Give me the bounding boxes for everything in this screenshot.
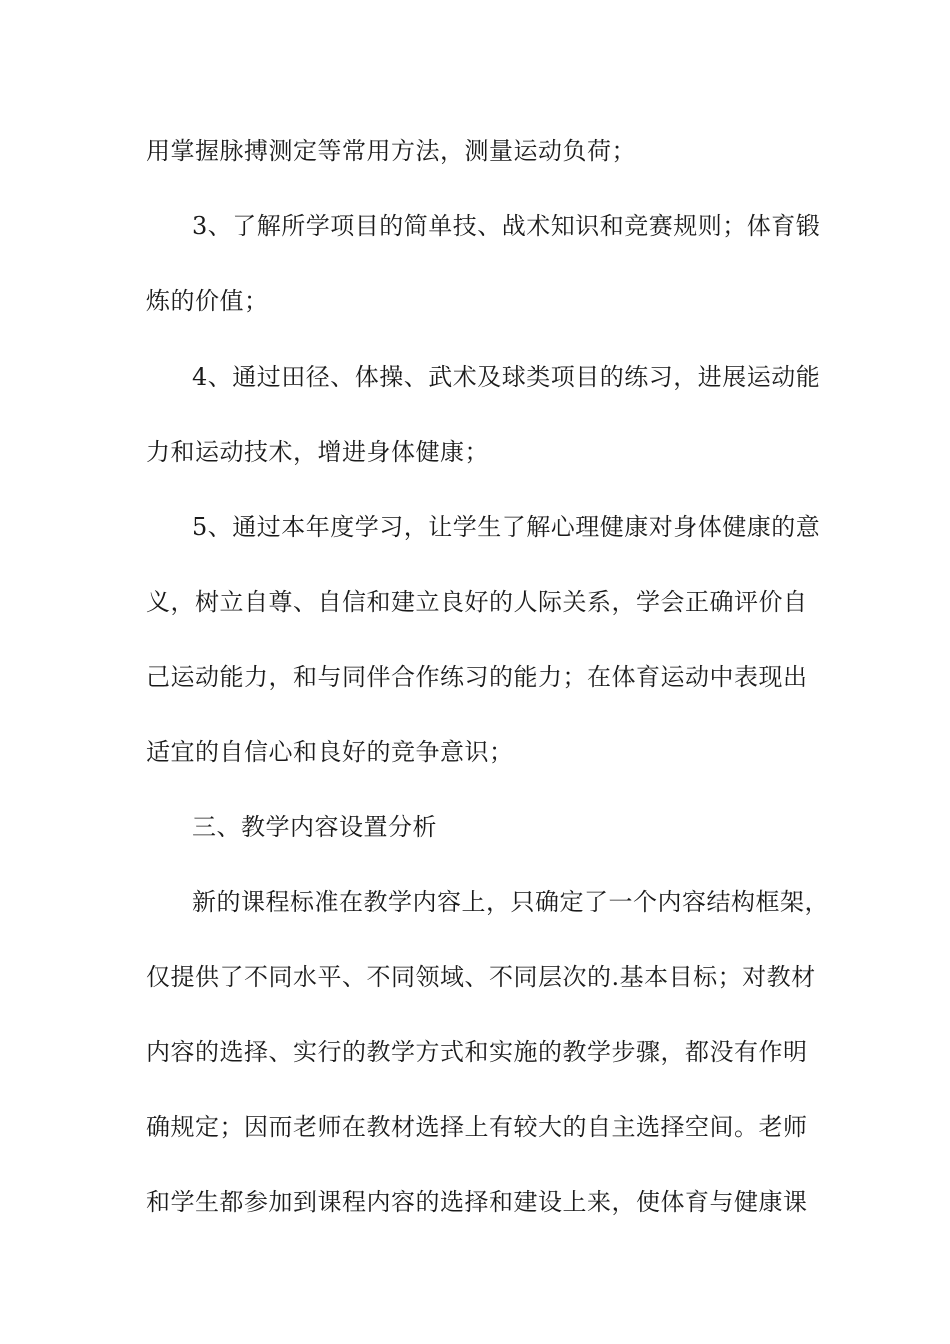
text-line: 己运动能力，和与同伴合作练习的能力；在体育运动中表现出 <box>146 663 808 691</box>
text-line: 仅提供了不同水平、不同领域、不同层次的.基本目标；对教材 <box>146 963 816 991</box>
list-item-4: 4、通过田径、体操、武术及球类项目的练习，进展运动能 <box>192 363 821 391</box>
section-heading: 三、教学内容设置分析 <box>192 813 437 841</box>
text-line: 适宜的自信心和良好的竞争意识； <box>146 738 514 766</box>
text-line: 和学生都参加到课程内容的选择和建设上来，使体育与健康课 <box>146 1188 808 1216</box>
paragraph-start: 新的课程标准在教学内容上，只确定了一个内容结构框架， <box>192 888 829 916</box>
text-line: 内容的选择、实行的教学方式和实施的教学步骤，都没有作明 <box>146 1038 808 1066</box>
text-line: 力和运动技术，增进身体健康； <box>146 438 489 466</box>
text-line: 炼的价值； <box>146 287 269 315</box>
text-line: 义，树立自尊、自信和建立良好的人际关系，学会正确评价自 <box>146 588 808 616</box>
list-item-3: 3、了解所学项目的简单技、战术知识和竞赛规则；体育锻 <box>192 212 821 240</box>
text-line: 确规定；因而老师在教材选择上有较大的自主选择空间。老师 <box>146 1113 808 1141</box>
list-item-5: 5、通过本年度学习，让学生了解心理健康对身体健康的意 <box>192 513 821 541</box>
text-line: 用掌握脉搏测定等常用方法，测量运动负荷； <box>146 137 636 165</box>
